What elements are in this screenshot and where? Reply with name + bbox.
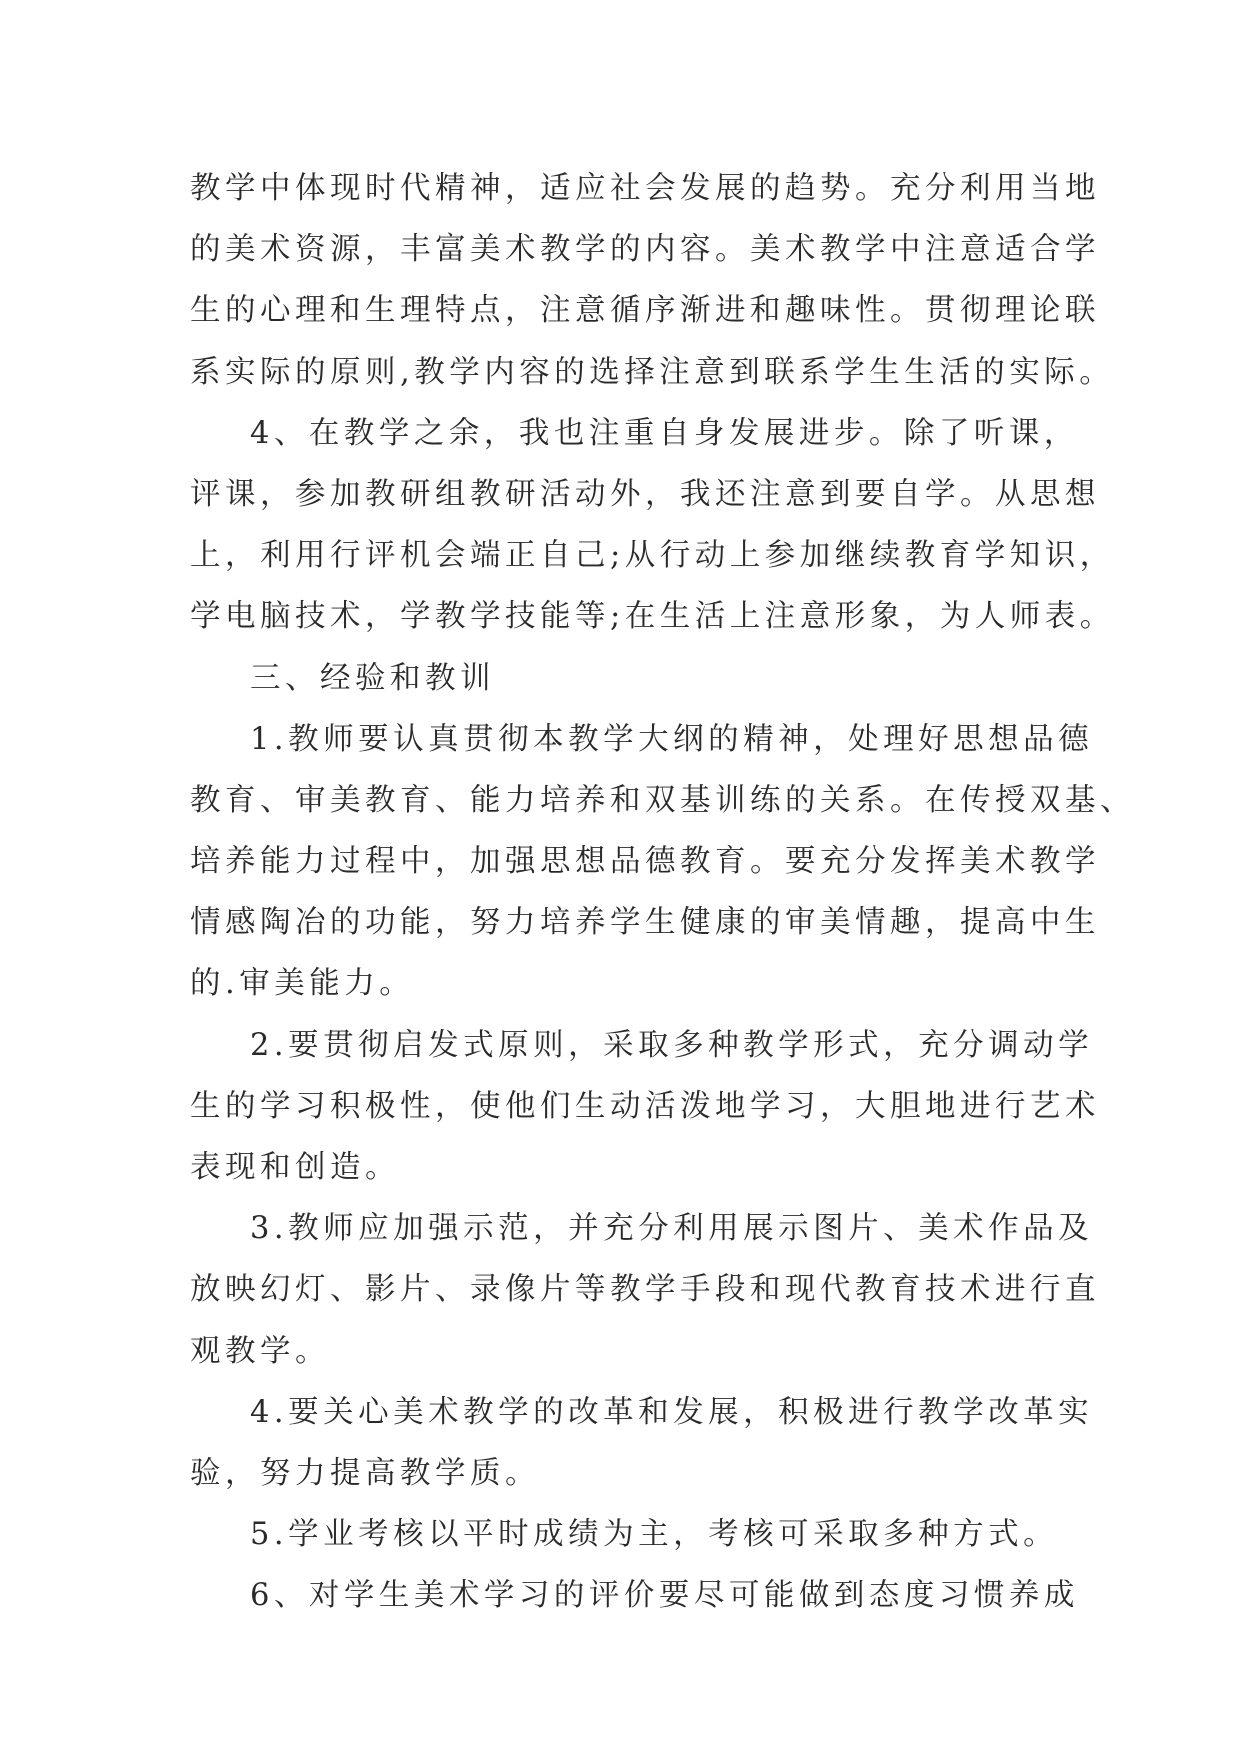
text-line: 三、经验和教训 (250, 660, 495, 696)
text-line: 2.要贯彻启发式原则，采取多种教学形式，充分调动学 (250, 1027, 1094, 1063)
text-line: 表现和创造。 (190, 1150, 400, 1185)
text-line: 培养能力过程中，加强思想品德教育。要充分发挥美术教学 (190, 844, 1100, 880)
text-line: 生的心理和生理特点，注意循序渐进和趣味性。贯彻理论联 (190, 293, 1100, 329)
text-line: 上，利用行评机会端正自己;从行动上参加继续教育学知识， (190, 538, 1115, 574)
text-line: 放映幻灯、影片、录像片等教学手段和现代教育技术进行直 (190, 1272, 1100, 1308)
text-line: 学电脑技术，学教学技能等;在生活上注意形象，为人师表。 (190, 599, 1115, 635)
text-line: 系实际的原则,教学内容的选择注意到联系学生生活的实际。 (190, 354, 1115, 390)
text-line: 4、在教学之余，我也注重自身发展进步。除了听课， (250, 415, 1079, 451)
text-line: 观教学。 (190, 1333, 330, 1369)
text-line: 5.学业考核以平时成绩为主，考核可采取多种方式。 (250, 1517, 1059, 1553)
text-line: 验，努力提高教学质。 (190, 1455, 540, 1491)
text-line: 生的学习积极性，使他们生动活泼地学习，大胆地进行艺术 (190, 1088, 1100, 1124)
text-line: 3.教师应加强示范，并充分利用展示图片、美术作品及 (250, 1211, 1094, 1247)
text-line: 4.要关心美术教学的改革和发展，积极进行教学改革实 (250, 1394, 1094, 1430)
document-body (190, 158, 1135, 1627)
text-line: 1.教师要认真贯彻本教学大纲的精神，处理好思想品德 (250, 721, 1094, 757)
text-line: 的.审美能力。 (190, 966, 415, 1002)
text-line: 教育、审美教育、能力培养和双基训练的关系。在传授双基、 (190, 782, 1135, 818)
text-line: 情感陶冶的功能，努力培养学生健康的审美情趣，提高中生 (190, 905, 1100, 941)
text-line: 的美术资源，丰富美术教学的内容。美术教学中注意适合学 (190, 232, 1100, 268)
text-line: 教学中体现时代精神，适应社会发展的趋势。充分利用当地 (190, 171, 1100, 206)
text-line: 6、对学生美术学习的评价要尽可能做到态度习惯养成 (250, 1578, 1079, 1614)
text-line: 评课，参加教研组教研活动外，我还注意到要自学。从思想 (190, 476, 1100, 512)
